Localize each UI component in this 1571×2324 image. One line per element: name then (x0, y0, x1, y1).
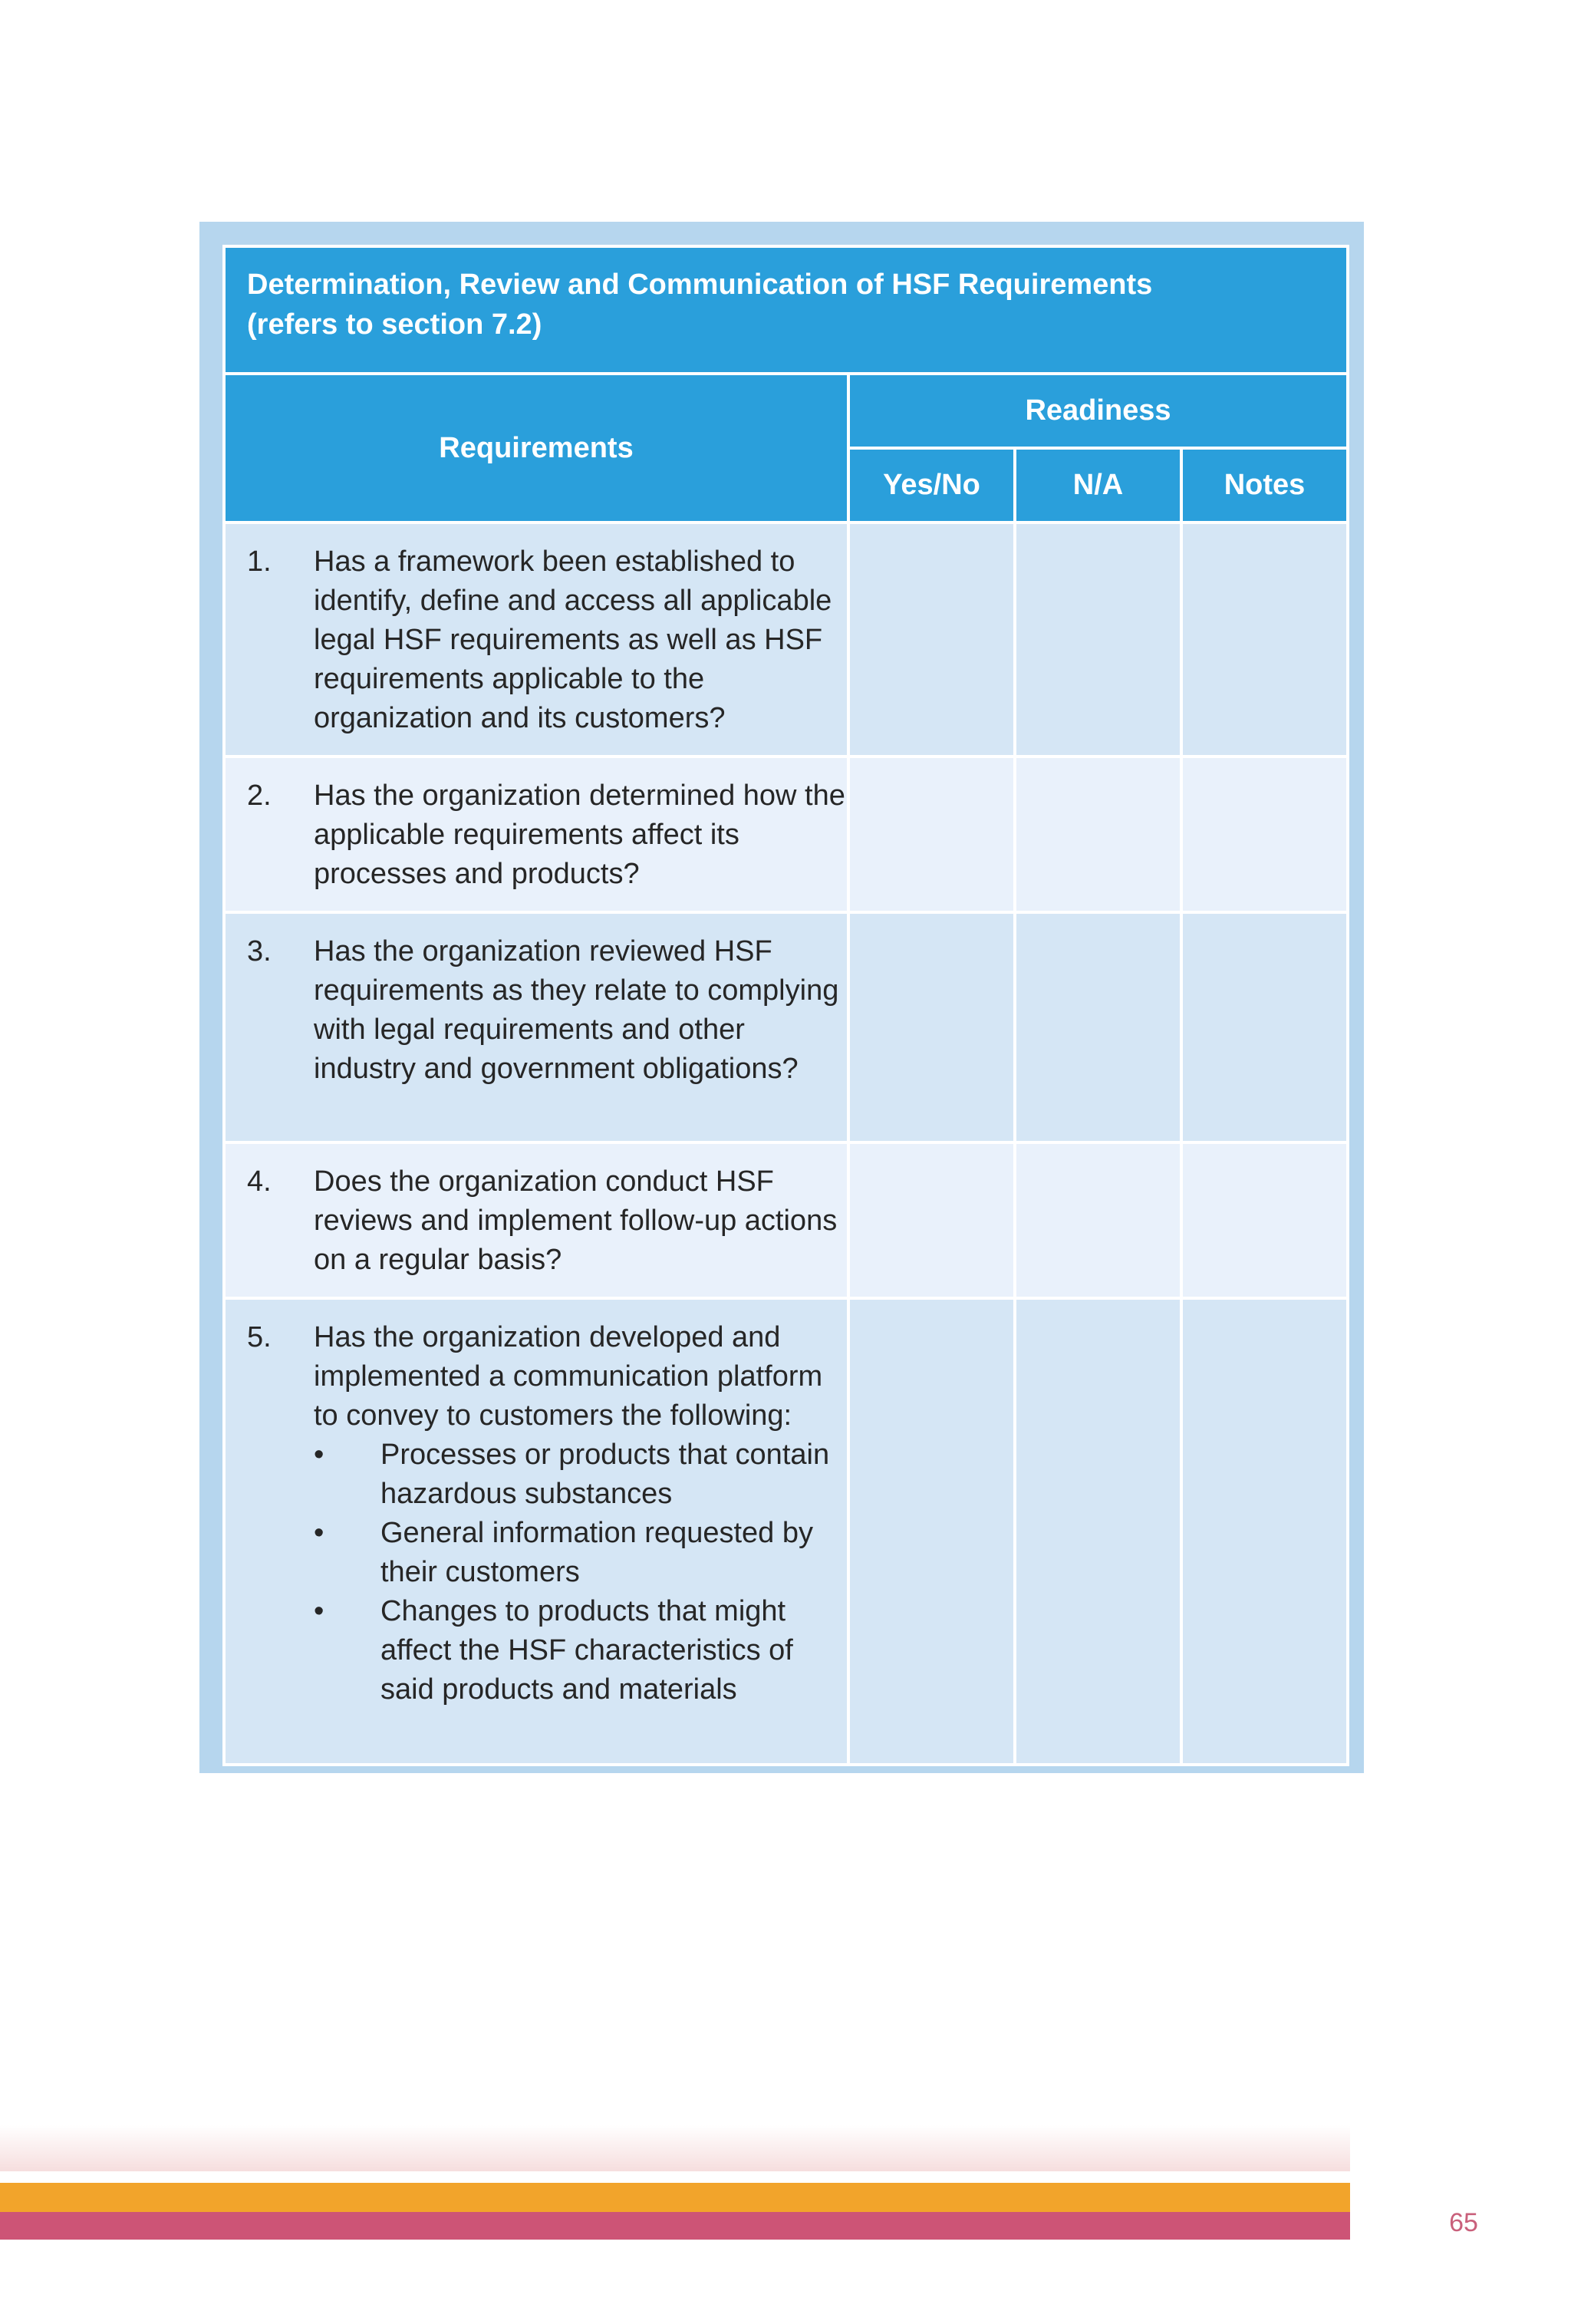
yes-no-cell[interactable] (848, 522, 1015, 757)
notes-cell[interactable] (1181, 1298, 1348, 1765)
bullet-list (226, 1436, 847, 1709)
yes-no-cell[interactable] (848, 912, 1015, 1142)
table-row (224, 1298, 1348, 1765)
footer-pink-stripe (0, 2212, 1350, 2240)
yes-no-cell[interactable] (848, 757, 1015, 912)
requirement-text: Has a framework been established to identify, define and access all applicable legal HSF requirements as well as HSF requirements applicable to the organization and its customers? (314, 546, 832, 734)
table-title-line1: Determination, Review and Communication of HSF Requirements (247, 269, 1153, 301)
requirement-number: 1. (247, 546, 272, 578)
requirement-cell (224, 522, 848, 757)
na-cell[interactable] (1015, 1142, 1181, 1298)
table-row (224, 1142, 1348, 1298)
table-row (224, 757, 1348, 912)
requirement-cell (224, 1142, 848, 1298)
requirement-number: 4. (247, 1165, 272, 1198)
requirement-text: Does the organization conduct HSF reviews and implement follow-up actions on a regular basis? (314, 1165, 838, 1276)
notes-cell[interactable] (1181, 757, 1348, 912)
na-header: N/A (1015, 448, 1181, 522)
table-row (224, 522, 1348, 757)
requirement-number: 2. (247, 780, 272, 812)
requirement-cell (224, 757, 848, 912)
requirement-number: 3. (247, 935, 272, 968)
na-cell[interactable] (1015, 1298, 1181, 1765)
page-number: 65 (1449, 2208, 1478, 2237)
bullet-text: Changes to products that might affect the HSF characteristics of said products and materials (380, 1595, 793, 1706)
table-title (224, 246, 1348, 374)
table-title-line2: (refers to section 7.2) (247, 308, 542, 341)
bullet-icon: • (314, 1517, 324, 1549)
readiness-header: Readiness (848, 374, 1348, 448)
readiness-checklist-table (222, 245, 1349, 1766)
requirement-cell (224, 912, 848, 1142)
na-cell[interactable] (1015, 757, 1181, 912)
bullet-item (226, 1592, 847, 1709)
notes-cell[interactable] (1181, 912, 1348, 1142)
bullet-text: Processes or products that contain hazardous substances (380, 1439, 830, 1510)
bullet-text: General information requested by their customers (380, 1517, 813, 1588)
bullet-icon: • (314, 1595, 324, 1627)
notes-header: Notes (1181, 448, 1348, 522)
footer-fade-band (0, 2125, 1350, 2171)
na-cell[interactable] (1015, 522, 1181, 757)
yes-no-cell[interactable] (848, 1142, 1015, 1298)
requirement-text: Has the organization determined how the applicable requirements affect its processes and products? (314, 780, 845, 890)
requirements-header: Requirements (224, 374, 848, 522)
na-cell[interactable] (1015, 912, 1181, 1142)
table-row (224, 912, 1348, 1142)
requirement-text: Has the organization reviewed HSF requirements as they relate to complying with legal requirements and other industry and government obligations? (314, 935, 839, 1085)
footer-orange-stripe (0, 2183, 1350, 2212)
notes-cell[interactable] (1181, 522, 1348, 757)
bullet-item (226, 1436, 847, 1514)
bullet-item (226, 1514, 847, 1592)
yes-no-cell[interactable] (848, 1298, 1015, 1765)
requirement-text: Has the organization developed and implemented a communication platform to convey to customers the following: (314, 1321, 823, 1432)
notes-cell[interactable] (1181, 1142, 1348, 1298)
requirement-number: 5. (247, 1321, 272, 1353)
requirement-cell (224, 1298, 848, 1765)
yes-no-header: Yes/No (848, 448, 1015, 522)
bullet-icon: • (314, 1439, 324, 1471)
